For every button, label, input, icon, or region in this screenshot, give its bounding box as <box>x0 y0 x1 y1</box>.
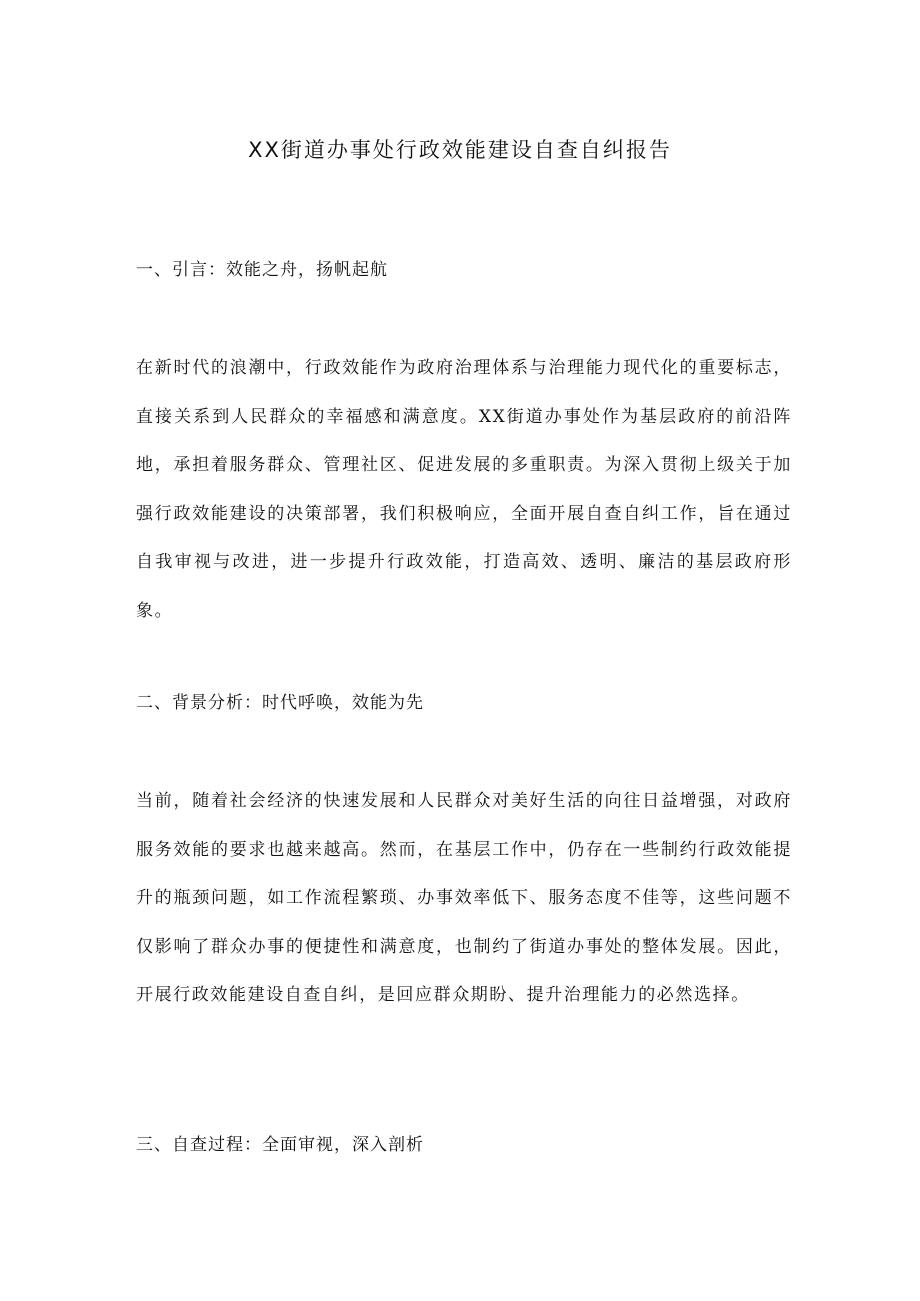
document-title: XX街道办事处行政效能建设自查自纠报告 <box>248 138 672 162</box>
section-heading-background: 二、背景分析：时代呼唤，效能为先 <box>136 693 424 713</box>
section-paragraph-introduction: 在新时代的浪潮中，行政效能作为政府治理体系与治理能力现代化的重要标志，直接关系到人民群众的幸福感和满意度。XX街道办事处作为基层政府的前沿阵地，承担着服务群众、管理社区、促进发展的多重职责。为深入贯彻上级关于加强行政效能建设的决策部署，我们积极响应，全面开展自查自纠工作，旨在通过自我审视与改进，进一步提升行政效能，打造高效、透明、廉洁的基层政府形象。 <box>136 358 792 621</box>
section-heading-introduction: 一、引言：效能之舟，扬帆起航 <box>136 260 388 280</box>
section-heading-self-inspection: 三、自查过程：全面审视，深入剖析 <box>136 1135 424 1155</box>
section-paragraph-background: 当前，随着社会经济的快速发展和人民群众对美好生活的向往日益增强，对政府服务效能的要求也越来越高。然而，在基层工作中，仍存在一些制约行政效能提升的瓶颈问题，如工作流程繁琐、办事效率低下、服务态度不佳等，这些问题不仅影响了群众办事的便捷性和满意度，也制约了街道办事处的整体发展。因此，开展行政效能建设自查自纠，是回应群众期盼、提升治理能力的必然选择。 <box>136 791 792 1006</box>
